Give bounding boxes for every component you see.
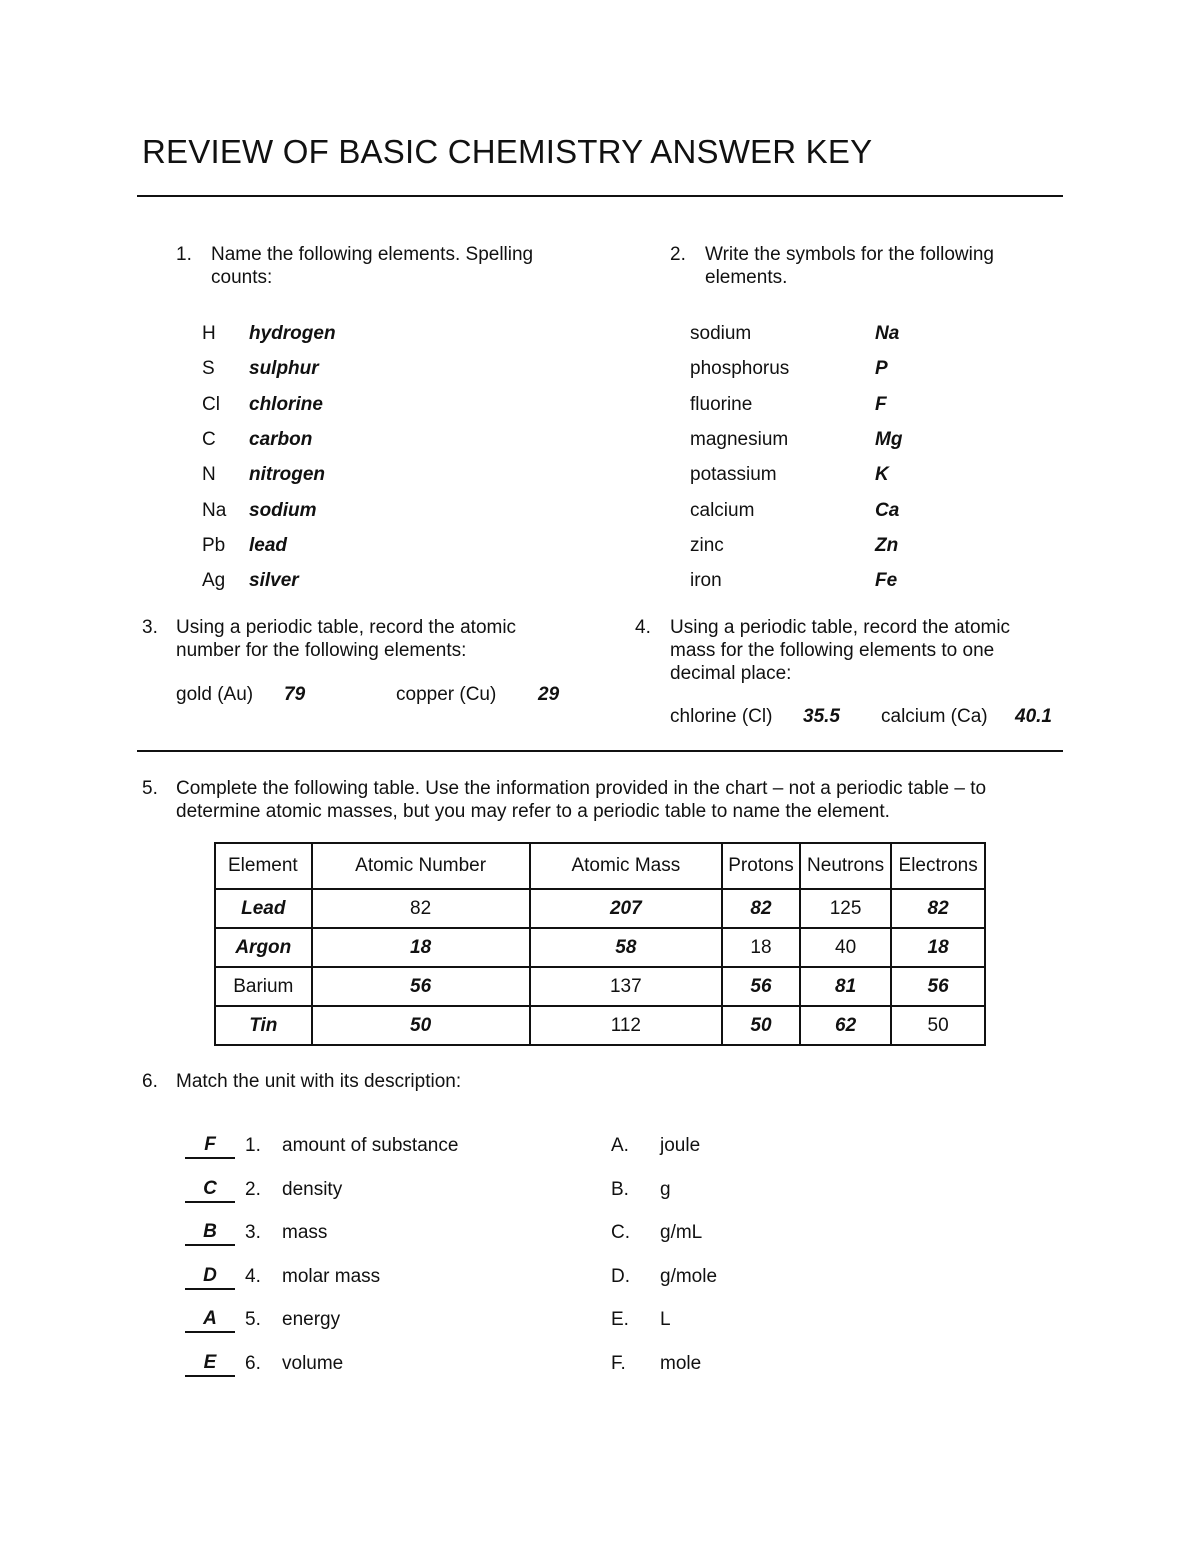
- table-header-cell: Protons: [722, 843, 800, 889]
- q2-element-name: fluorine: [690, 393, 753, 415]
- q1-symbol: Na: [202, 499, 227, 521]
- q2-number: 2.: [670, 244, 686, 265]
- match-item-description: molar mass: [282, 1265, 381, 1287]
- table-row: [215, 1006, 985, 1045]
- q1-answer: chlorine: [249, 393, 323, 415]
- q6-number: 6.: [142, 1071, 158, 1092]
- table-cell: 50: [722, 1006, 800, 1045]
- match-item-number: 2.: [245, 1178, 261, 1200]
- element-table: [214, 842, 986, 1046]
- q2-answer: Mg: [875, 428, 903, 450]
- table-cell: 82: [722, 889, 800, 928]
- table-cell: Tin: [215, 1006, 312, 1045]
- table-cell: 18: [722, 928, 800, 967]
- table-cell: 40: [800, 928, 891, 967]
- q4-label-calcium: calcium (Ca): [881, 706, 988, 727]
- table-cell: 56: [722, 967, 800, 1006]
- match-answer-blank: D: [185, 1264, 235, 1290]
- q4-label-chlorine: chlorine (Cl): [670, 706, 773, 727]
- table-cell: Lead: [215, 889, 312, 928]
- q4-number: 4.: [635, 617, 651, 638]
- q5-text: Complete the following table. Use the information provided in the chart – not a periodic table – to determine atomic masses, but you may refer to a periodic table to name the element.: [176, 778, 987, 822]
- q3-label-gold: gold (Au): [176, 684, 254, 705]
- match-option-unit: g/mole: [660, 1265, 718, 1287]
- q3-text: Using a periodic table, record the atomic number for the following elements:: [176, 617, 517, 661]
- table-header-cell: Neutrons: [800, 843, 891, 889]
- q1-symbol: Cl: [202, 393, 220, 415]
- q1-answer: lead: [249, 534, 288, 556]
- table-cell: 18: [312, 928, 530, 967]
- table-row: [215, 928, 985, 967]
- q1-symbol: Ag: [202, 570, 226, 592]
- table-header-cell: Atomic Mass: [530, 843, 722, 889]
- q2-answer: K: [875, 464, 889, 486]
- table-cell: Argon: [215, 928, 312, 967]
- table-cell: 207: [530, 889, 722, 928]
- table-cell: 18: [891, 928, 985, 967]
- q1-symbol: S: [202, 358, 215, 380]
- match-item-description: density: [282, 1178, 343, 1200]
- table-cell: 56: [891, 967, 985, 1006]
- match-option-unit: mole: [660, 1353, 702, 1374]
- q1-symbol: Pb: [202, 534, 226, 556]
- match-option-letter: F.: [611, 1353, 626, 1374]
- table-header-cell: Atomic Number: [312, 843, 530, 889]
- table-cell: 50: [312, 1006, 530, 1045]
- q2-answer: P: [875, 358, 888, 380]
- q2-element-name: calcium: [690, 499, 755, 521]
- match-item-description: amount of substance: [282, 1135, 459, 1156]
- q1-symbol: N: [202, 464, 216, 486]
- q2-element-name: sodium: [690, 323, 752, 344]
- q1-symbol: C: [202, 428, 216, 450]
- q2-element-name: magnesium: [690, 428, 789, 450]
- q1-answer: silver: [249, 570, 299, 592]
- q1-text: Name the following elements. Spelling counts:: [211, 244, 534, 288]
- match-option-letter: B.: [611, 1178, 629, 1200]
- q1-symbol: H: [202, 323, 216, 344]
- table-cell: 81: [800, 967, 891, 1006]
- table-cell: 82: [312, 889, 530, 928]
- match-option-unit: g/mL: [660, 1222, 703, 1244]
- q2-answer: Fe: [875, 570, 898, 592]
- table-cell: 58: [530, 928, 722, 967]
- match-answer-blank: B: [185, 1220, 235, 1246]
- match-item-description: mass: [282, 1222, 328, 1244]
- match-item-number: 1.: [245, 1135, 261, 1156]
- q1-answer: nitrogen: [249, 464, 325, 486]
- table-header-row: [215, 843, 985, 889]
- q1-number: 1.: [176, 244, 192, 265]
- table-row: [215, 889, 985, 928]
- q3-label-copper: copper (Cu): [396, 684, 497, 705]
- match-item-description: energy: [282, 1309, 341, 1331]
- match-item-number: 4.: [245, 1265, 261, 1287]
- table-cell: 125: [800, 889, 891, 928]
- q1-answer: carbon: [249, 428, 313, 450]
- match-item-number: 3.: [245, 1222, 261, 1244]
- q2-text: Write the symbols for the following elements.: [705, 244, 994, 288]
- table-row: [215, 967, 985, 1006]
- table-cell: 62: [800, 1006, 891, 1045]
- match-option-letter: D.: [611, 1265, 630, 1287]
- page-title: REVIEW OF BASIC CHEMISTRY ANSWER KEY: [142, 133, 873, 170]
- match-option-unit: g: [660, 1178, 671, 1200]
- q2-element-name: zinc: [690, 534, 724, 556]
- q4-answer-chlorine: 35.5: [803, 706, 840, 727]
- section-divider: [137, 750, 1063, 752]
- match-item-number: 6.: [245, 1353, 261, 1374]
- q2-element-name: iron: [690, 570, 722, 592]
- q5-number: 5.: [142, 778, 158, 799]
- match-answer-blank: E: [185, 1351, 235, 1377]
- table-cell: 56: [312, 967, 530, 1006]
- q2-answer: Ca: [875, 499, 900, 521]
- q2-answer: Zn: [875, 534, 899, 556]
- table-cell: 82: [891, 889, 985, 928]
- match-option-letter: C.: [611, 1222, 630, 1244]
- q1-answer: hydrogen: [249, 323, 336, 344]
- q1-answer: sodium: [249, 499, 317, 521]
- q2-answer: F: [875, 393, 887, 415]
- table-cell: 112: [530, 1006, 722, 1045]
- match-item-number: 5.: [245, 1309, 261, 1331]
- match-option-unit: L: [660, 1309, 671, 1331]
- match-option-letter: E.: [611, 1309, 629, 1331]
- q3-answer-gold: 79: [284, 684, 306, 705]
- title-divider: [137, 195, 1063, 197]
- match-item-description: volume: [282, 1353, 344, 1374]
- q3-number: 3.: [142, 617, 158, 638]
- q6-text: Match the unit with its description:: [176, 1071, 462, 1092]
- match-answer-blank: C: [185, 1177, 235, 1203]
- table-header-cell: Electrons: [891, 843, 985, 889]
- match-option-unit: joule: [660, 1135, 701, 1156]
- table-cell: 50: [891, 1006, 985, 1045]
- q4-answer-calcium: 40.1: [1015, 706, 1052, 727]
- table-header-cell: Element: [215, 843, 312, 889]
- match-answer-blank: F: [185, 1133, 235, 1159]
- q4-text: Using a periodic table, record the atomic mass for the following elements to one decimal place:: [670, 617, 1011, 684]
- q2-element-name: potassium: [690, 464, 777, 486]
- q3-answer-copper: 29: [538, 684, 560, 705]
- q2-element-name: phosphorus: [690, 358, 790, 380]
- match-option-letter: A.: [611, 1135, 629, 1156]
- q1-answer: sulphur: [249, 358, 319, 380]
- table-cell: Barium: [215, 967, 312, 1006]
- match-answer-blank: A: [185, 1307, 235, 1333]
- q2-answer: Na: [875, 323, 900, 344]
- table-cell: 137: [530, 967, 722, 1006]
